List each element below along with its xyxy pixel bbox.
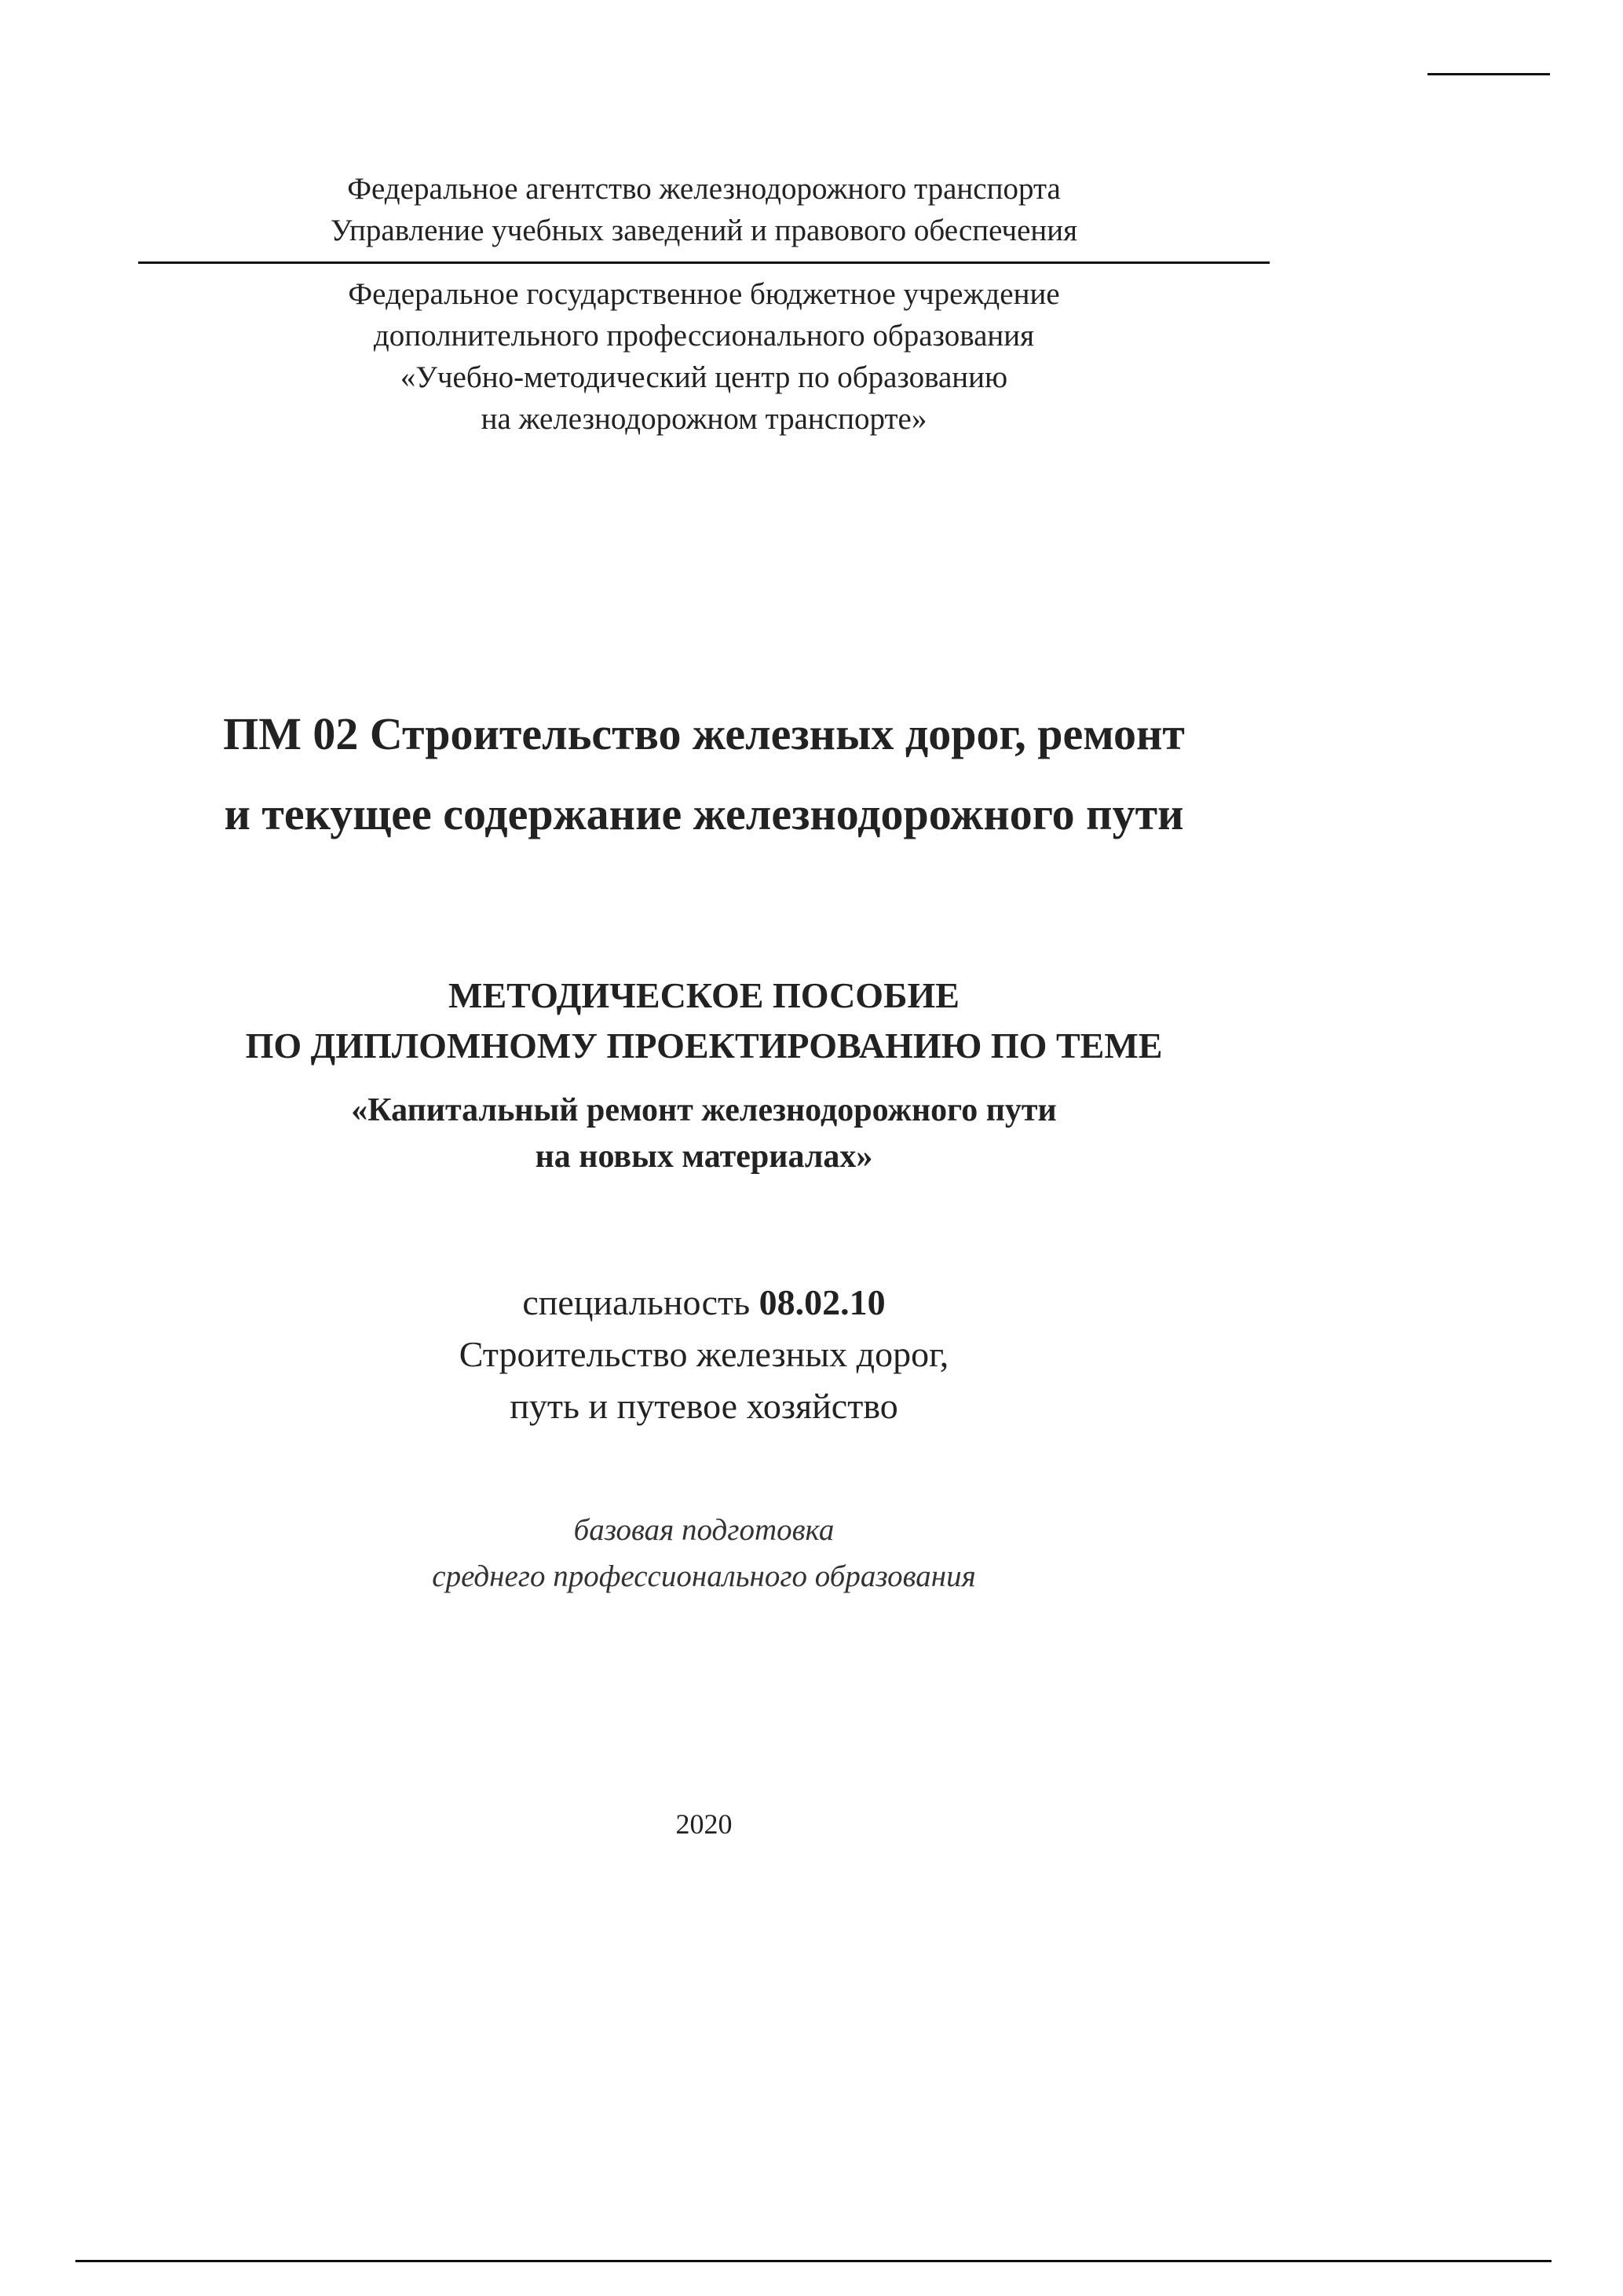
education-level [138, 1507, 1270, 1600]
topic-title [138, 1088, 1270, 1180]
top-right-rule [1427, 73, 1550, 75]
topic-line-2: на новых материалах» [535, 1139, 873, 1175]
institution-line-4: на железнодорожном транспорте» [481, 402, 927, 436]
year-text: 2020 [675, 1808, 733, 1840]
institution-line-3: «Учебно-методический центр по образованию [400, 360, 1008, 394]
module-title-line-2: и текущее содержание железнодорожного пути [224, 788, 1184, 839]
specialty-name-line-2: путь и путевое хозяйство [510, 1386, 898, 1426]
specialty-code: 08.02.10 [758, 1282, 886, 1322]
institution-header [138, 273, 1270, 440]
header-divider [138, 261, 1270, 264]
specialty-label: специальность [522, 1282, 751, 1322]
specialty-info [138, 1277, 1270, 1432]
institution-line-2: дополнительного профессионального образования [373, 319, 1035, 353]
specialty-name-line-1: Строительство железных дорог, [459, 1334, 949, 1374]
agency-name: Федеральное агентство железнодорожного транспорта [347, 172, 1061, 206]
level-line-2: среднего профессионального образования [432, 1559, 976, 1593]
manual-title [138, 971, 1270, 1071]
agency-department: Управление учебных заведений и правового обеспечения [330, 214, 1078, 247]
level-line-1: базовая подготовка [573, 1513, 835, 1547]
publication-year [138, 1806, 1270, 1842]
module-title [138, 694, 1270, 854]
topic-line-1: «Капитальный ремонт железнодорожного пути [351, 1092, 1057, 1128]
agency-header [138, 168, 1270, 251]
bottom-rule [75, 2260, 1552, 2262]
institution-line-1: Федеральное государственное бюджетное учреждение [348, 277, 1060, 311]
manual-title-line-1: МЕТОДИЧЕСКОЕ ПОСОБИЕ [448, 975, 960, 1015]
specialty-line [138, 1277, 1270, 1329]
manual-title-line-2: ПО ДИПЛОМНОМУ ПРОЕКТИРОВАНИЮ ПО ТЕМЕ [245, 1026, 1163, 1066]
module-title-line-1: ПМ 02 Строительство железных дорог, ремонт [223, 708, 1185, 759]
